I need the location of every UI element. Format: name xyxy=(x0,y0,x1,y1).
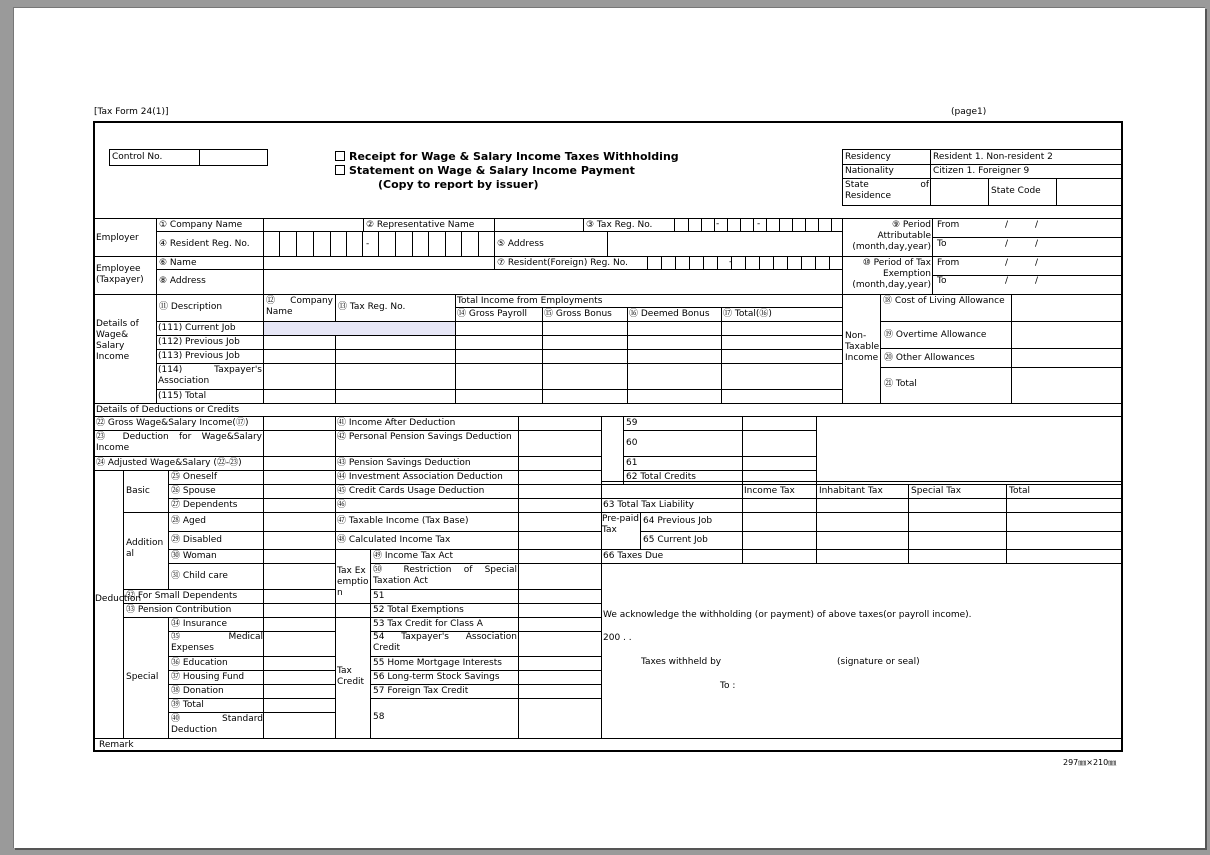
description-header: ⑪ Description xyxy=(159,302,223,312)
paper-size: 297㎜×210㎜ xyxy=(1063,758,1117,767)
row-income-total: (115) Total xyxy=(158,391,207,401)
row-previous-job: (112) Previous Job xyxy=(158,337,240,347)
woman-label: ㉚ Woman xyxy=(171,551,217,561)
special-tax-header: Special Tax xyxy=(911,486,962,496)
prepaid-previous-label: 64 Previous Job xyxy=(643,516,713,526)
credit-blank-label: 58 xyxy=(373,712,385,722)
copy-note: (Copy to report by issuer) xyxy=(378,178,539,191)
other-allowances-label: ⑳ Other Allowances xyxy=(884,353,975,363)
tax-liability-label: 63 Total Tax Liability xyxy=(603,500,695,510)
income-tax-header: Income Tax xyxy=(744,486,795,496)
company-header: ⑫ Company Name xyxy=(266,296,333,317)
income-details-label: Details of Wage& Salary Income xyxy=(96,319,139,362)
insurance-label: ㉞ Insurance xyxy=(171,619,228,629)
taxpayer-association-credit-label: 54 Taxpayer's Association Credit xyxy=(373,632,517,653)
disabled-label: ㉙ Disabled xyxy=(171,535,222,545)
receipt-title[interactable]: Receipt for Wage & Salary Income Taxes Withholding xyxy=(335,150,679,163)
taxreg-header: ⑬ Tax Reg. No. xyxy=(338,302,406,312)
control-no-label: Control No. xyxy=(112,152,163,162)
blank-deduction-label: ㊻ xyxy=(337,500,347,510)
withheld-by-label: Taxes withheld by xyxy=(641,657,722,667)
personal-pension-label: ㊷ Personal Pension Savings Deduction xyxy=(337,432,512,442)
education-label: ㊱ Education xyxy=(171,658,228,668)
employee-name-label: ⑥ Name xyxy=(159,258,197,268)
to-label: To : xyxy=(720,681,736,691)
standard-deduction-label: ㊵ Standard Deduction xyxy=(171,714,263,735)
gross-wage-label: ㉒ Gross Wage&Salary Income(⑰) xyxy=(96,418,249,428)
tax-exemption-label: Tax Exemption xyxy=(337,566,369,598)
credit-row-c: 61 xyxy=(626,458,638,468)
total-from-header: Total Income from Employments xyxy=(457,296,603,306)
medical-label: ㉟ Medical Expenses xyxy=(171,632,263,653)
row-previous-job-2: (113) Previous Job xyxy=(158,351,240,361)
overtime-label: ⑲ Overtime Allowance xyxy=(884,330,987,340)
aged-label: ㉘ Aged xyxy=(171,516,206,526)
remark-label: Remark xyxy=(99,740,134,750)
inhabitant-tax-header: Inhabitant Tax xyxy=(819,486,883,496)
page-number: (page1) xyxy=(951,107,987,117)
class-a-credit-label: 53 Tax Credit for Class A xyxy=(373,619,483,629)
total-exemptions-label: 52 Total Exemptions xyxy=(373,605,464,615)
income-total-header: ⑰ Total(⑯) xyxy=(723,309,772,319)
credit-cards-label: ㊺ Credit Cards Usage Deduction xyxy=(337,486,485,496)
employee-address-label: ⑧ Address xyxy=(159,276,206,286)
period-exemption-label: ⑩ Period of Tax Exemption (month,day,year) xyxy=(852,258,931,290)
residency-value[interactable]: Resident 1. Non-resident 2 xyxy=(933,152,1053,162)
pension-savings-label: ㊸ Pension Savings Deduction xyxy=(337,458,471,468)
deductions-header: Details of Deductions or Credits xyxy=(96,405,240,415)
investment-association-label: ㊹ Investment Association Deduction xyxy=(337,472,503,482)
prepaid-current-label: 65 Current Job xyxy=(643,535,708,545)
tax-total-header: Total xyxy=(1009,486,1031,496)
additional-label: Additional xyxy=(126,538,164,559)
special-taxation-label: ㊿ Restriction of Special Taxation Act xyxy=(373,565,517,586)
acknowledgement-text: We acknowledge the withholding (or payment) of above taxes(or payroll income). xyxy=(603,610,972,620)
state-residence-label: State of Residence xyxy=(845,180,929,201)
calculated-tax-label: ㊽ Calculated Income Tax xyxy=(337,535,451,545)
employer-address-label: ⑤ Address xyxy=(497,239,544,249)
state-code-label: State Code xyxy=(991,186,1041,196)
date-field[interactable]: 200 . . xyxy=(603,633,632,643)
prepaid-tax-label: Pre-paid Tax xyxy=(602,514,639,535)
exemption-blank-label: 51 xyxy=(373,591,385,601)
company-name-label: ① Company Name xyxy=(159,220,243,230)
gross-payroll-header: ⑭ Gross Payroll xyxy=(457,309,527,319)
housing-label: ㊲ Housing Fund xyxy=(171,672,245,682)
foreign-credit-label: 57 Foreign Tax Credit xyxy=(373,686,469,696)
current-job-input[interactable] xyxy=(264,322,455,335)
credit-row-b: 60 xyxy=(626,438,638,448)
period-to-label: To xyxy=(937,239,947,249)
period-from-label: From xyxy=(937,220,960,230)
basic-label: Basic xyxy=(126,486,150,496)
tax-credit-label: Tax Credit xyxy=(337,666,365,687)
employee-label: Employee (Taxpayer) xyxy=(96,264,144,285)
child-care-label: ㉛ Child care xyxy=(171,571,228,581)
taxes-due-label: 66 Taxes Due xyxy=(603,551,664,561)
foreign-reg-label: ⑦ Resident(Foreign) Reg. No. xyxy=(497,258,628,268)
spouse-label: ㉖ Spouse xyxy=(171,486,216,496)
special-total-label: ㊴ Total xyxy=(171,700,204,710)
oneself-label: ㉕ Oneself xyxy=(171,472,218,482)
nationality-value[interactable]: Citizen 1. Foreigner 9 xyxy=(933,166,1030,176)
dependents-label: ㉗ Dependents xyxy=(171,500,238,510)
employer-label: Employer xyxy=(96,233,139,243)
mortgage-label: 55 Home Mortgage Interests xyxy=(373,658,502,668)
non-taxable-label: Non-Taxable Income xyxy=(845,331,880,363)
deemed-bonus-header: ⑯ Deemed Bonus xyxy=(629,309,710,319)
pension-label: ㉝ Pension Contribution xyxy=(126,605,232,615)
special-label: Special xyxy=(126,672,159,682)
resident-reg-label: ④ Resident Reg. No. xyxy=(159,239,250,249)
deduction-side-label: Deduction xyxy=(95,594,142,604)
adjusted-wage-label: ㉔ Adjusted Wage&Salary (㉒-㉓) xyxy=(96,458,242,468)
living-allowance-label: ⑱ Cost of Living Allowance xyxy=(883,296,1005,306)
statement-title[interactable]: Statement on Wage & Salary Income Payment xyxy=(335,164,635,177)
nationality-label: Nationality xyxy=(845,166,894,176)
period-attributable-label: ⑨ Period Attributable (month,day,year) xyxy=(852,220,931,252)
wage-deduction-label: ㉓ Deduction for Wage&Salary Income xyxy=(96,432,262,453)
taxable-income-label: ㊼ Taxable Income (Tax Base) xyxy=(337,516,469,526)
form-number: [Tax Form 24(1)] xyxy=(94,107,169,117)
gross-bonus-header: ⑮ Gross Bonus xyxy=(544,309,612,319)
representative-label: ② Representative Name xyxy=(366,220,475,230)
row-current-job: (111) Current Job xyxy=(158,323,236,333)
nontax-total-label: ㉑ Total xyxy=(884,379,917,389)
small-dependents-label: ㉜ For Small Dependents xyxy=(126,591,238,601)
income-after-deduction-label: ㊶ Income After Deduction xyxy=(337,418,456,428)
residency-label: Residency xyxy=(845,152,891,162)
signature-label: (signature or seal) xyxy=(837,657,920,667)
donation-label: ㊳ Donation xyxy=(171,686,224,696)
credit-row-a: 59 xyxy=(626,418,638,428)
tax-reg-label: ③ Tax Reg. No. xyxy=(586,220,653,230)
income-tax-act-label: ㊾ Income Tax Act xyxy=(373,551,454,561)
row-taxpayer-association: (114) Taxpayer's Association xyxy=(158,365,262,386)
total-credits-label: 62 Total Credits xyxy=(626,472,696,482)
stock-savings-label: 56 Long-term Stock Savings xyxy=(373,672,500,682)
